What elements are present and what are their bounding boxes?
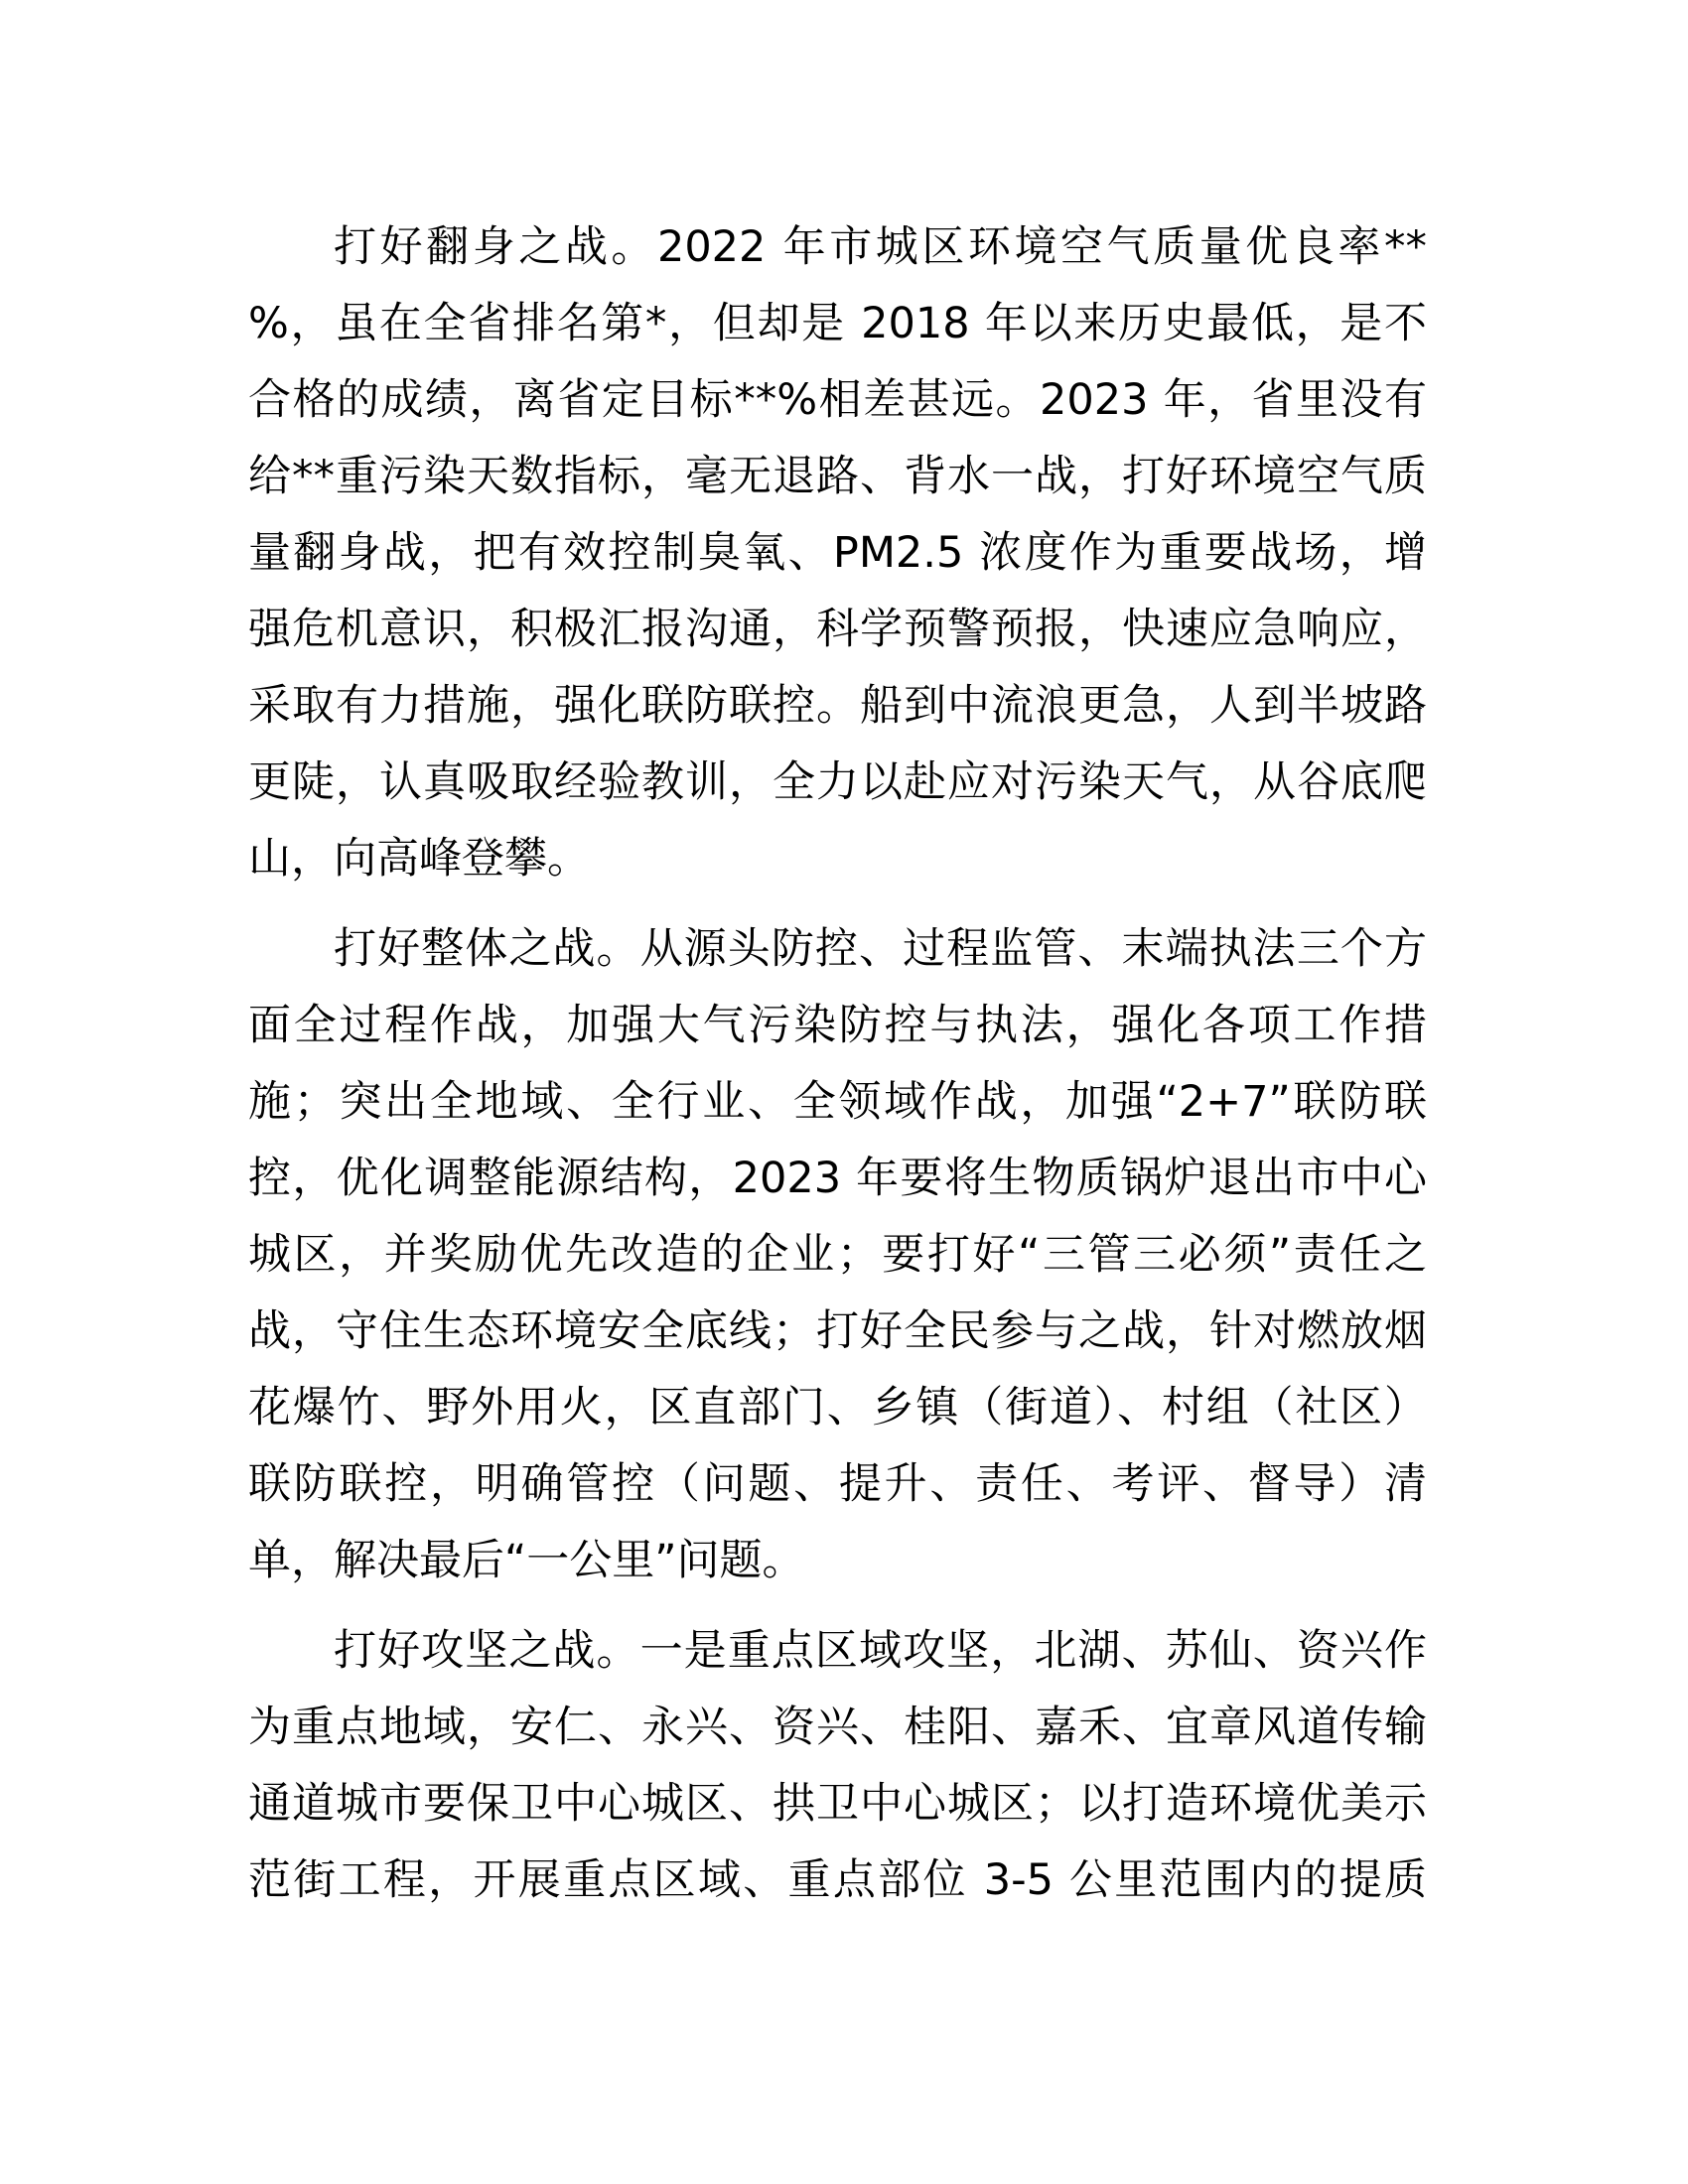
text-line: 通道城市要保卫中心城区、拱卫中心城区；以打造环境优美示 [248,1779,1427,1829]
paragraph [248,209,1427,897]
text-line: %，虽在全省排名第*，但却是 2018 年以来历史最低，是不 [248,299,1427,348]
text-line: 单，解决最后“一公里”问题。 [248,1536,805,1585]
text-line: 强危机意识，积极汇报沟通，科学预警预报，快速应急响应， [248,605,1427,654]
text-line: 打好攻坚之战。一是重点区域攻坚，北湖、苏仙、资兴作 [334,1626,1427,1676]
text-line: 面全过程作战，加强大气污染防控与执法，强化各项工作措 [248,1001,1427,1050]
paragraph [248,1613,1427,1919]
document-page [248,209,1427,1933]
text-line: 给**重污染天数指标，毫无退路、背水一战，打好环境空气质 [248,452,1427,501]
text-line: 量翻身战，把有效控制臭氧、PM2.5 浓度作为重要战场，增 [248,528,1427,578]
text-line: 更陡，认真吸取经验教训，全力以赴应对污染天气，从谷底爬 [248,757,1427,807]
text-line: 城区，并奖励优先改造的企业；要打好“三管三必须”责任之 [248,1230,1427,1280]
text-line: 战，守住生态环境安全底线；打好全民参与之战，针对燃放烟 [248,1306,1427,1356]
text-line: 为重点地域，安仁、永兴、资兴、桂阳、嘉禾、宜章风道传输 [248,1703,1427,1752]
text-line: 采取有力措施，强化联防联控。船到中流浪更急，人到半坡路 [248,681,1427,731]
text-line: 合格的成绩，离省定目标**%相差甚远。2023 年，省里没有 [248,375,1427,425]
text-line: 山，向高峰登攀。 [248,834,590,884]
paragraph [248,911,1427,1599]
text-line: 打好翻身之战。2022 年市城区环境空气质量优良率** [334,222,1427,272]
text-line: 范街工程，开展重点区域、重点部位 3-5 公里范围内的提质 [248,1855,1427,1905]
text-line: 控，优化调整能源结构，2023 年要将生物质锅炉退出市中心 [248,1154,1427,1203]
text-line: 花爆竹、野外用火，区直部门、乡镇（街道）、村组（社区） [248,1383,1427,1433]
text-line: 施；突出全地域、全行业、全领域作战，加强“2+7”联防联 [248,1077,1427,1127]
text-line: 联防联控，明确管控（问题、提升、责任、考评、督导）清 [248,1459,1427,1509]
text-line: 打好整体之战。从源头防控、过程监管、末端执法三个方 [334,924,1427,974]
